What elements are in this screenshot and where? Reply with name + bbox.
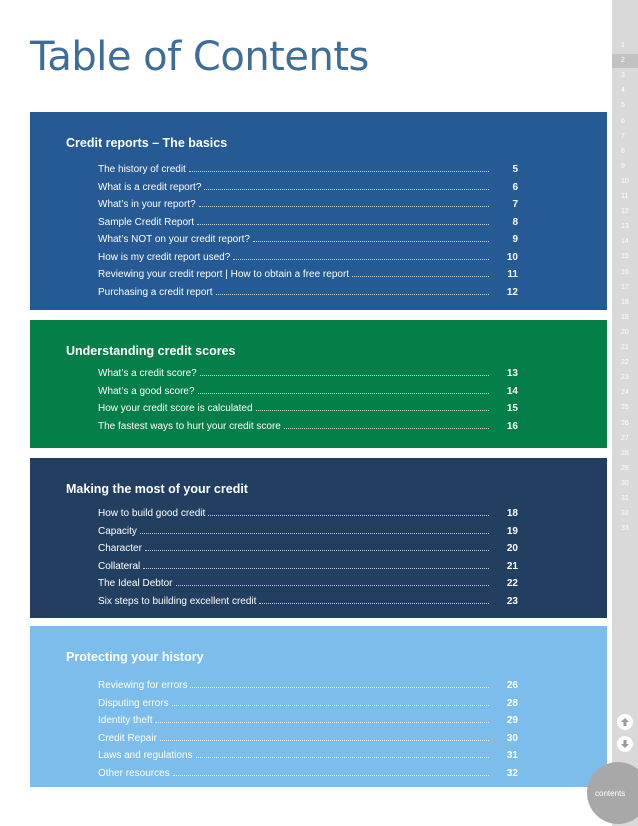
dot-leader [143,562,489,569]
dot-leader [208,509,489,516]
sidebar-page-12[interactable]: 12 [621,208,629,216]
toc-entry-page: 16 [506,420,518,432]
sidebar-page-4[interactable]: 4 [621,87,625,95]
toc-entry-label: Credit Repair [98,732,157,744]
toc-entry[interactable] [98,164,518,182]
dot-leader [190,681,489,688]
toc-entry-label: Sample Credit Report [98,216,195,228]
dot-leader [200,369,489,376]
toc-entry[interactable] [98,715,518,733]
dot-leader [145,544,489,551]
toc-entry-page: 12 [506,286,518,298]
toc-entry[interactable] [98,234,518,252]
sidebar-page-23[interactable]: 23 [621,374,629,382]
section-title: Credit reports – The basics [66,136,228,150]
toc-entry[interactable] [98,750,518,768]
contents-label: contents [595,789,626,798]
dot-leader [352,270,489,277]
dot-leader [199,200,489,207]
sidebar-page-3[interactable]: 3 [621,72,625,80]
sidebar-page-24[interactable]: 24 [621,389,629,397]
toc-entry[interactable] [98,768,518,786]
sidebar-page-26[interactable]: 26 [621,419,629,427]
dot-leader [256,404,489,411]
toc-entry-label: How to build good credit [98,508,206,519]
toc-entry-page: 14 [506,385,518,397]
toc-entry-list [98,164,518,304]
sidebar-page-2[interactable]: 2 [612,54,638,68]
toc-entry-page: 5 [512,164,518,175]
toc-entry[interactable] [98,182,518,200]
toc-entry-page: 18 [506,508,518,519]
dot-leader [204,183,489,190]
toc-entry-page: 26 [506,680,518,691]
toc-entry-label: Capacity [98,525,137,537]
page-index-sidebar [612,0,638,826]
toc-entry-page: 30 [506,732,518,744]
toc-entry-label: Other resources [98,767,170,779]
toc-entry[interactable] [98,508,518,526]
toc-entry-label: The fastest ways to hurt your credit score [98,420,281,432]
toc-entry-page: 7 [512,199,518,210]
toc-entry-label: What’s in your report? [98,199,196,210]
toc-entry-page: 6 [512,181,518,193]
dot-leader [140,527,489,534]
toc-entry-label: How is my credit report used? [98,251,231,263]
sidebar-page-31[interactable]: 31 [621,495,629,502]
toc-entry[interactable] [98,252,518,270]
sidebar-page-10[interactable]: 10 [621,177,629,185]
page-title: Table of Contents [30,34,369,80]
toc-entry[interactable] [98,543,518,561]
sidebar-page-15[interactable]: 15 [621,253,629,261]
toc-entry-page: 31 [506,750,518,761]
section-title: Protecting your history [66,650,204,664]
toc-entry[interactable] [98,578,518,596]
sidebar-page-7[interactable]: 7 [621,132,625,140]
toc-entry-label: Identity theft [98,715,153,726]
sidebar-page-6[interactable]: 6 [621,117,625,125]
toc-entry-label: Collateral [98,560,141,572]
sidebar-page-20[interactable]: 20 [621,328,629,336]
dot-leader [233,253,489,260]
dot-leader [176,579,490,586]
toc-entry[interactable] [98,421,518,439]
dot-leader [284,422,489,429]
sidebar-page-1[interactable]: 1 [621,42,625,49]
toc-entry[interactable] [98,386,518,404]
sidebar-page-11[interactable]: 11 [621,193,629,200]
dot-leader [216,288,489,295]
toc-entry-page: 20 [506,543,518,554]
sidebar-page-8[interactable]: 8 [621,147,625,155]
toc-entry[interactable] [98,287,518,305]
toc-entry-page: 11 [507,269,518,280]
toc-entry-page: 15 [506,403,518,414]
dot-leader [172,699,489,706]
toc-entry-page: 28 [506,697,518,709]
dot-leader [155,716,489,723]
toc-entry-label: The Ideal Debtor [98,578,173,589]
toc-entry-page: 32 [506,767,518,779]
toc-entry-page: 29 [506,715,518,726]
toc-entry-label: What is a credit report? [98,181,202,193]
toc-entry[interactable] [98,733,518,751]
toc-entry-label: Six steps to building excellent credit [98,595,257,607]
dot-leader [196,751,489,758]
toc-entry-page: 23 [506,595,518,607]
toc-entry-label: Laws and regulations [98,750,193,761]
sidebar-page-5[interactable]: 5 [621,102,625,110]
toc-entry[interactable] [98,526,518,544]
dot-leader [259,597,489,604]
toc-entry-page: 13 [506,368,518,379]
toc-entry-label: Reviewing for errors [98,680,188,691]
toc-entry[interactable] [98,680,518,698]
toc-entry-label: What’s a good score? [98,385,195,397]
toc-entry-list [98,508,518,613]
contents-button[interactable] [587,762,638,824]
sidebar-page-29[interactable]: 29 [621,464,629,472]
toc-entry[interactable] [98,596,518,614]
toc-entry-page: 22 [506,578,518,589]
toc-entry-label: Disputing errors [98,697,169,709]
sidebar-page-22[interactable]: 22 [621,359,629,367]
toc-entry-page: 10 [506,251,518,263]
toc-entry-label: Reviewing your credit report | How to obtain a free report [98,269,350,280]
toc-entry-list [98,680,518,785]
toc-entry-page: 19 [506,525,518,537]
sidebar-page-19[interactable]: 19 [621,313,629,321]
section-understanding-credit-scores [30,320,607,448]
dot-leader [253,235,489,242]
section-protecting-your-history [30,626,607,787]
dot-leader [173,769,489,776]
dot-leader [189,165,489,172]
toc-entry-label: The history of credit [98,164,186,175]
toc-entry[interactable] [98,561,518,579]
sidebar-page-25[interactable]: 25 [621,404,629,412]
toc-entry-list [98,368,518,438]
sidebar-page-21[interactable]: 21 [621,344,629,351]
toc-entry-page: 21 [506,560,518,572]
sidebar-page-30[interactable]: 30 [621,479,629,487]
dot-leader [198,387,489,394]
toc-entry[interactable] [98,368,518,386]
section-title: Making the most of your credit [66,482,248,496]
arrow-up-icon[interactable] [617,714,633,730]
dot-leader [197,218,489,225]
section-making-the-most-of-your-credit [30,458,607,618]
toc-entry[interactable] [98,403,518,421]
toc-entry-label: Purchasing a credit report [98,286,213,298]
toc-entry[interactable] [98,698,518,716]
sidebar-page-16[interactable]: 16 [621,268,629,276]
toc-entry-label: How your credit score is calculated [98,403,253,414]
section-credit-reports-basics [30,112,607,310]
toc-entry-page: 9 [512,234,518,245]
toc-entry[interactable] [98,199,518,217]
sidebar-page-32[interactable]: 32 [621,510,629,518]
sidebar-page-18[interactable]: 18 [621,298,629,306]
toc-entry-label: Character [98,543,142,554]
sidebar-page-28[interactable]: 28 [621,449,629,457]
toc-entry[interactable] [98,217,518,235]
dot-leader [160,734,489,741]
sidebar-page-33[interactable]: 33 [621,525,629,533]
arrow-down-icon[interactable] [617,736,633,752]
sidebar-page-27[interactable]: 27 [621,434,629,442]
toc-entry[interactable] [98,269,518,287]
sidebar-page-13[interactable]: 13 [621,223,629,231]
toc-entry-label: What’s NOT on your credit report? [98,234,250,245]
sidebar-page-17[interactable]: 17 [621,283,629,291]
toc-entry-page: 8 [512,216,518,228]
sidebar-page-14[interactable]: 14 [621,238,629,246]
toc-entry-label: What’s a credit score? [98,368,197,379]
sidebar-page-9[interactable]: 9 [621,162,625,170]
section-title: Understanding credit scores [66,344,236,358]
